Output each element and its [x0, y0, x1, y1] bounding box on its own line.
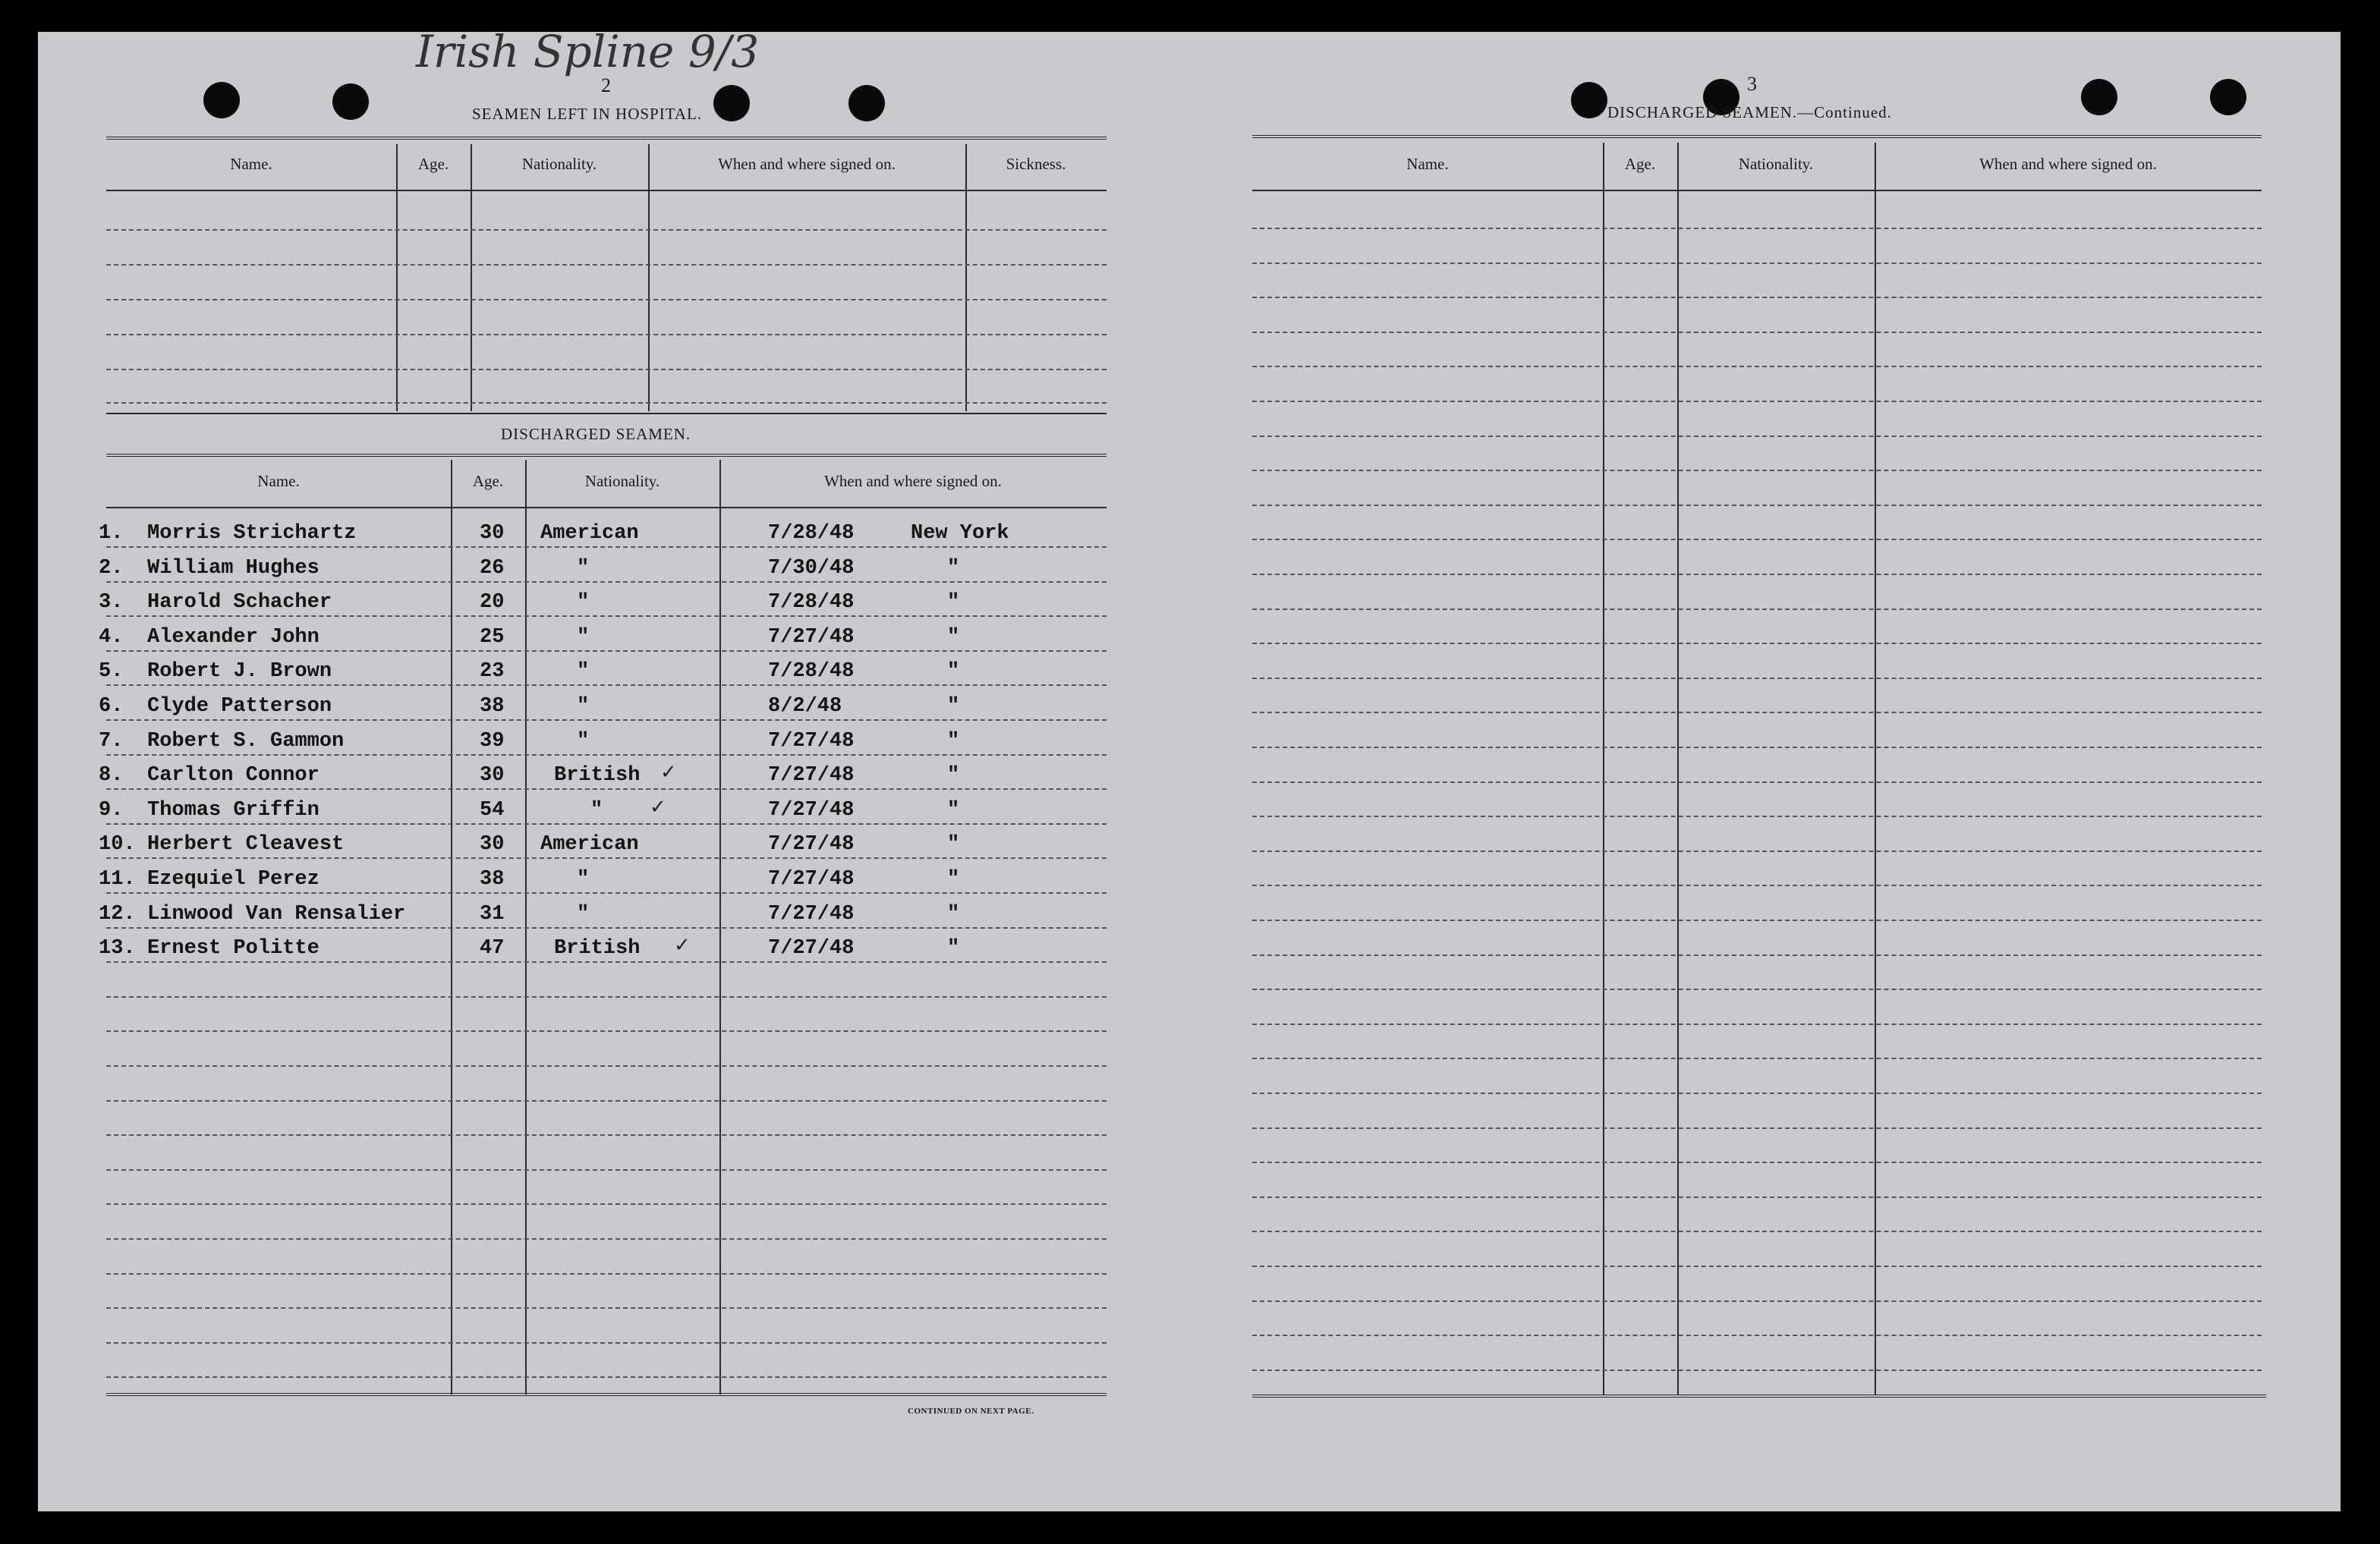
row-line [106, 857, 1107, 859]
rule [1252, 1395, 2266, 1400]
seaman-name: Herbert Cleavest [147, 833, 345, 856]
rule [1677, 143, 1679, 1395]
punch-hole [1571, 82, 1607, 118]
row-line [106, 788, 1107, 790]
row-line [1252, 816, 2262, 817]
seaman-name: Robert J. Brown [147, 660, 332, 683]
row-line [1252, 470, 2262, 471]
row-line [1252, 851, 2262, 852]
seaman-name: Thomas Griffin [147, 799, 320, 822]
row-line [1252, 747, 2262, 748]
row-line [106, 334, 1107, 335]
row-number: 13. [99, 937, 136, 960]
row-line [106, 1100, 1107, 1102]
row-line [1252, 885, 2262, 886]
punch-hole [332, 83, 369, 120]
row-line [1252, 1266, 2262, 1267]
signed-on-place: " [947, 591, 960, 614]
rule [106, 413, 1107, 414]
row-line [1252, 574, 2262, 575]
seaman-age: 31 [480, 903, 505, 926]
right-section-title: DISCHARGED SEAMEN.—Continued. [1607, 103, 1892, 121]
signed-on-date: 7/27/48 [768, 764, 855, 787]
row-line [106, 719, 1107, 721]
row-number: 9. [99, 799, 124, 822]
row-line [1252, 366, 2262, 367]
row-line [1252, 678, 2262, 679]
check-mark-icon: ✓ [650, 796, 666, 819]
rule [106, 454, 1107, 459]
row-line [1252, 1162, 2262, 1163]
row-line [106, 1203, 1107, 1205]
hospital-col-sickness: Sickness. [1006, 155, 1066, 173]
signed-on-place: " [947, 799, 960, 822]
row-line [106, 823, 1107, 825]
seaman-nationality: " [590, 799, 603, 822]
seaman-nationality: American [540, 522, 639, 545]
seaman-nationality: " [577, 730, 590, 753]
seaman-nationality: American [540, 833, 639, 856]
rule [106, 1393, 1107, 1398]
hospital-col-nationality: Nationality. [521, 155, 597, 173]
signed-on-place: " [947, 660, 960, 683]
seaman-nationality: " [577, 660, 590, 683]
hospital-col-age: Age. [417, 155, 449, 173]
discharged-col-age: Age. [472, 472, 504, 490]
seaman-name: Harold Schacher [147, 591, 332, 614]
signed-on-date: 7/27/48 [768, 833, 855, 856]
seaman-name: William Hughes [147, 557, 320, 580]
row-number: 7. [99, 730, 124, 753]
row-line [106, 229, 1107, 231]
row-line [1252, 1231, 2262, 1232]
seaman-name: Alexander John [147, 626, 320, 649]
row-line [1252, 1058, 2262, 1059]
row-line [1252, 712, 2262, 713]
rule [648, 144, 650, 411]
row-line [1252, 1369, 2262, 1371]
signed-on-place: " [947, 868, 960, 891]
seaman-name: Ernest Politte [147, 937, 320, 960]
seaman-age: 30 [480, 764, 505, 787]
signed-on-date: 7/27/48 [768, 799, 855, 822]
row-line [106, 402, 1107, 404]
row-line [1252, 297, 2262, 298]
row-line [106, 892, 1107, 894]
row-line [1252, 401, 2262, 402]
row-number: 11. [99, 868, 136, 891]
row-line [1252, 608, 2262, 610]
seaman-nationality: British [554, 937, 641, 960]
seaman-age: 30 [480, 833, 505, 856]
hospital-section-title: SEAMEN LEFT IN HOSPITAL. [472, 105, 703, 123]
signed-on-date: 7/28/48 [768, 591, 855, 614]
row-line [106, 264, 1107, 266]
punch-hole [713, 85, 750, 121]
row-line [106, 754, 1107, 756]
signed-on-place: " [947, 937, 960, 960]
seaman-name: Robert S. Gammon [147, 730, 345, 753]
row-line [1252, 1335, 2262, 1336]
seaman-nationality: " [577, 626, 590, 649]
seaman-age: 25 [480, 626, 505, 649]
check-mark-icon: ✓ [674, 934, 691, 957]
row-line [1252, 781, 2262, 783]
row-line [1252, 505, 2262, 506]
row-line [106, 1030, 1107, 1032]
discharged-col-name: Name. [257, 472, 300, 490]
signed-on-date: 7/30/48 [768, 557, 855, 580]
row-line [106, 1169, 1107, 1171]
rule [1875, 143, 1876, 1395]
row-line [1252, 1127, 2262, 1129]
rule [1252, 190, 2262, 191]
seaman-age: 54 [480, 799, 505, 822]
seaman-nationality: " [577, 903, 590, 926]
hospital-col-name: Name. [230, 155, 272, 173]
seaman-age: 23 [480, 660, 505, 683]
row-line [106, 1273, 1107, 1275]
row-line [106, 1238, 1107, 1240]
rule [106, 137, 1107, 142]
seaman-name: Morris Strichartz [147, 522, 357, 545]
row-line [1252, 228, 2262, 229]
row-line [1252, 1300, 2262, 1302]
seaman-age: 38 [480, 868, 505, 891]
row-line [106, 369, 1107, 370]
row-line [106, 996, 1107, 998]
seaman-age: 26 [480, 557, 505, 580]
rule [396, 144, 398, 411]
row-line [106, 581, 1107, 583]
rule [1252, 135, 2262, 140]
right-col-age: Age. [1624, 155, 1656, 173]
punch-hole [2210, 79, 2246, 115]
row-line [1252, 643, 2262, 644]
row-number: 6. [99, 695, 124, 718]
handwritten-note: Irish Spline 9/3 [416, 26, 760, 77]
punch-hole [848, 85, 885, 121]
signed-on-date: 7/27/48 [768, 730, 855, 753]
seaman-nationality: " [577, 695, 590, 718]
row-line [1252, 1024, 2262, 1025]
seaman-name: Linwood Van Rensalier [147, 903, 406, 926]
document-sheet [38, 32, 2341, 1511]
row-line [106, 650, 1107, 652]
row-line [106, 1342, 1107, 1344]
seaman-nationality: British [554, 764, 641, 787]
row-line [106, 1134, 1107, 1136]
continued-footer: CONTINUED ON NEXT PAGE. [908, 1407, 1034, 1416]
rule [1603, 143, 1604, 1395]
signed-on-date: 7/27/48 [768, 626, 855, 649]
right-col-name: Name. [1406, 155, 1449, 173]
row-line [106, 546, 1107, 548]
rule [471, 144, 472, 411]
row-line [1252, 1197, 2262, 1198]
signed-on-date: 7/27/48 [768, 903, 855, 926]
row-number: 5. [99, 660, 124, 683]
row-number: 8. [99, 764, 124, 787]
row-number: 2. [99, 557, 124, 580]
seaman-age: 30 [480, 522, 505, 545]
row-number: 10. [99, 833, 136, 856]
discharged-col-nationality: Nationality. [584, 472, 660, 490]
signed-on-place: " [947, 833, 960, 856]
row-line [1252, 1093, 2262, 1094]
rule [106, 190, 1107, 191]
signed-on-place: " [947, 626, 960, 649]
row-number: 3. [99, 591, 124, 614]
row-line [106, 299, 1107, 300]
seaman-age: 39 [480, 730, 505, 753]
signed-on-date: 7/27/48 [768, 868, 855, 891]
row-line [106, 684, 1107, 686]
seaman-nationality: " [577, 557, 590, 580]
signed-on-date: 7/28/48 [768, 660, 855, 683]
row-line [1252, 954, 2262, 956]
signed-on-place: " [947, 764, 960, 787]
right-col-nationality: Nationality. [1738, 155, 1814, 173]
row-line [106, 927, 1107, 929]
row-line [106, 1307, 1107, 1309]
seaman-name: Clyde Patterson [147, 695, 332, 718]
row-line [1252, 539, 2262, 540]
page-number-left: 2 [601, 74, 611, 96]
signed-on-date: 8/2/48 [768, 695, 842, 718]
seaman-age: 20 [480, 591, 505, 614]
row-line [1252, 920, 2262, 921]
seaman-name: Carlton Connor [147, 764, 320, 787]
row-number: 1. [99, 522, 124, 545]
signed-on-place: " [947, 730, 960, 753]
discharged-col-signed-on: When and where signed on. [824, 472, 1002, 490]
row-line [106, 1376, 1107, 1378]
signed-on-place: " [947, 903, 960, 926]
seaman-name: Ezequiel Perez [147, 868, 320, 891]
seaman-age: 47 [480, 937, 505, 960]
row-number: 12. [99, 903, 136, 926]
row-line [1252, 332, 2262, 333]
punch-hole [2081, 79, 2117, 115]
page-number-right: 3 [1747, 73, 1757, 95]
row-line [1252, 436, 2262, 437]
seaman-nationality: " [577, 591, 590, 614]
row-line [1252, 989, 2262, 990]
signed-on-place: " [947, 557, 960, 580]
seaman-age: 38 [480, 695, 505, 718]
signed-on-place: New York [911, 522, 1009, 545]
discharged-section-title: DISCHARGED SEAMEN. [501, 425, 691, 443]
check-mark-icon: ✓ [660, 761, 677, 784]
row-number: 4. [99, 626, 124, 649]
row-line [106, 1065, 1107, 1067]
hospital-col-signed-on: When and where signed on. [718, 155, 896, 173]
signed-on-date: 7/28/48 [768, 522, 855, 545]
signed-on-place: " [947, 695, 960, 718]
signed-on-date: 7/27/48 [768, 937, 855, 960]
right-col-signed-on: When and where signed on. [1979, 155, 2157, 173]
seaman-nationality: " [577, 868, 590, 891]
rule [106, 507, 1107, 508]
rule [965, 144, 967, 411]
row-line [106, 961, 1107, 963]
row-line [106, 615, 1107, 617]
row-line [1252, 263, 2262, 264]
punch-hole [203, 82, 240, 118]
